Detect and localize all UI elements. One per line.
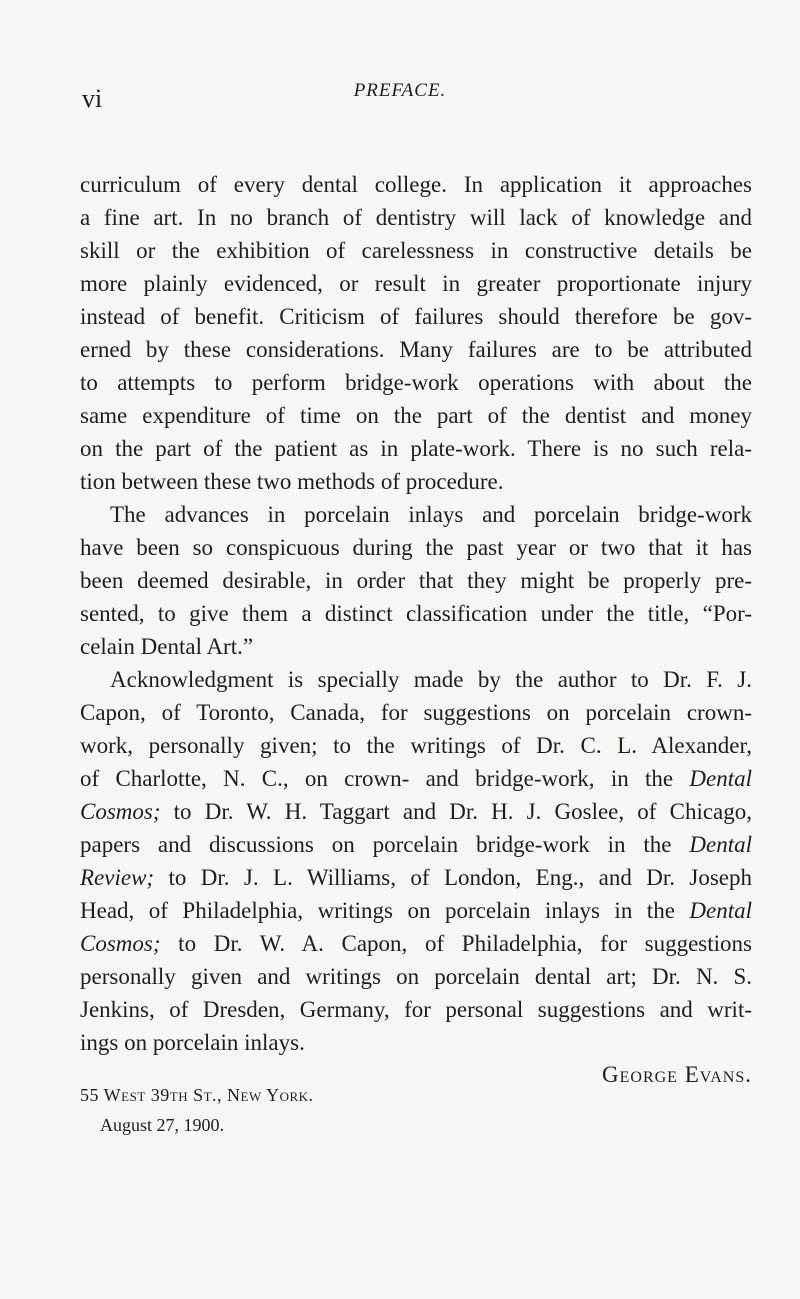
running-header: PREFACE.	[353, 80, 447, 101]
text-line-content	[80, 465, 752, 498]
text-line	[80, 498, 752, 531]
text-line-content	[80, 1026, 752, 1059]
text-line	[80, 300, 752, 333]
text-run: instead of benefit. Criticism of failures should therefore be gov-	[80, 304, 752, 329]
text-run: tion between these two methods of procedure.	[80, 469, 504, 494]
text-line-content	[80, 762, 752, 795]
text-line	[80, 993, 752, 1026]
text-line	[80, 366, 752, 399]
text-line	[80, 465, 752, 498]
text-line-content	[80, 432, 752, 465]
text-run: skill or the exhibition of carelessness in constructive details be	[80, 238, 752, 263]
text-line-content	[80, 993, 752, 1026]
text-line-content	[80, 828, 752, 861]
text-line	[80, 630, 752, 663]
text-line	[80, 894, 752, 927]
text-run: to Dr. J. L. Williams, of London, Eng., and Dr. Joseph	[154, 865, 752, 890]
text-line-content	[110, 498, 752, 531]
text-line	[80, 234, 752, 267]
text-run: have been so conspicuous during the past year or two that it has	[80, 535, 752, 560]
text-run: The advances in porcelain inlays and porcelain bridge-work	[110, 502, 752, 527]
text-line	[80, 597, 752, 630]
text-run: Acknowledgment is specially made by the author to Dr. F. J.	[110, 667, 752, 692]
text-run: to Dr. W. H. Taggart and Dr. H. J. Goslee, of Chicago,	[160, 799, 752, 824]
text-run: Capon, of Toronto, Canada, for suggestions on porcelain crown-	[80, 700, 752, 725]
text-line-content	[80, 564, 752, 597]
text-run: personally given and writings on porcelain dental art; Dr. N. S.	[80, 964, 752, 989]
text-line-content	[110, 663, 752, 696]
text-run: ings on porcelain inlays.	[80, 1030, 305, 1055]
text-run: of Charlotte, N. C., on crown- and bridge-work, in the	[80, 766, 690, 791]
text-line-content	[80, 399, 752, 432]
text-line	[80, 168, 752, 201]
text-line-content	[80, 795, 752, 828]
text-line	[80, 960, 752, 993]
text-run: to Dr. W. A. Capon, of Philadelphia, for suggestions	[160, 931, 752, 956]
text-line-content	[80, 927, 752, 960]
text-line	[80, 1026, 752, 1059]
text-run: same expenditure of time on the part of the dentist and money	[80, 403, 752, 428]
text-line-content	[80, 960, 752, 993]
text-line-content	[80, 861, 752, 894]
text-run: more plainly evidenced, or result in greater proportionate injury	[80, 271, 752, 296]
text-line	[80, 333, 752, 366]
text-line	[80, 663, 752, 696]
text-run: Head, of Philadelphia, writings on porcelain inlays in the	[80, 898, 690, 923]
text-line-content	[80, 597, 752, 630]
text-line-content	[80, 333, 752, 366]
text-line-content	[80, 894, 752, 927]
preface-date: August 27, 1900.	[100, 1115, 225, 1135]
text-line-content	[80, 366, 752, 399]
text-run: been deemed desirable, in order that they might be properly pre-	[80, 568, 752, 593]
text-line-content	[80, 696, 752, 729]
text-line	[80, 729, 752, 762]
text-line-content	[80, 168, 752, 201]
text-line	[80, 696, 752, 729]
text-line	[80, 927, 752, 960]
text-line	[80, 531, 752, 564]
italic-title: Cosmos;	[80, 799, 161, 824]
body-text	[80, 168, 752, 1059]
text-run: on the part of the patient as in plate-work. There is no such rela-	[80, 436, 752, 461]
text-line-content	[80, 531, 752, 564]
italic-title: Dental	[689, 898, 752, 923]
italic-title: Cosmos;	[80, 931, 161, 956]
text-line-content	[80, 729, 752, 762]
text-line-content	[80, 630, 752, 663]
text-line-content	[80, 300, 752, 333]
author-signature: George Evans.	[602, 1062, 752, 1087]
text-line	[80, 399, 752, 432]
text-line	[80, 861, 752, 894]
page-number: vi	[82, 84, 103, 113]
italic-title: Dental	[689, 832, 752, 857]
text-line	[80, 201, 752, 234]
text-run: curriculum of every dental college. In application it approaches	[80, 172, 752, 197]
text-line	[80, 828, 752, 861]
text-run: a fine art. In no branch of dentistry will lack of knowledge and	[80, 205, 752, 230]
text-line	[80, 564, 752, 597]
text-run: to attempts to perform bridge-work operations with about the	[80, 370, 752, 395]
author-address: 55 West 39th St., New York.	[80, 1085, 314, 1105]
text-run: erned by these considerations. Many failures are to be attributed	[80, 337, 752, 362]
italic-title: Review;	[80, 865, 155, 890]
text-line	[80, 432, 752, 465]
text-run: Jenkins, of Dresden, Germany, for personal suggestions and writ-	[80, 997, 752, 1022]
text-line-content	[80, 267, 752, 300]
text-line-content	[80, 234, 752, 267]
text-run: sented, to give them a distinct classification under the title, “Por-	[80, 601, 752, 626]
text-line	[80, 267, 752, 300]
text-line	[80, 795, 752, 828]
text-run: papers and discussions on porcelain bridge-work in the	[80, 832, 690, 857]
text-line-content	[80, 201, 752, 234]
text-run: celain Dental Art.”	[80, 634, 254, 659]
italic-title: Dental	[689, 766, 752, 791]
text-line	[80, 762, 752, 795]
text-run: work, personally given; to the writings of Dr. C. L. Alexander,	[80, 733, 752, 758]
